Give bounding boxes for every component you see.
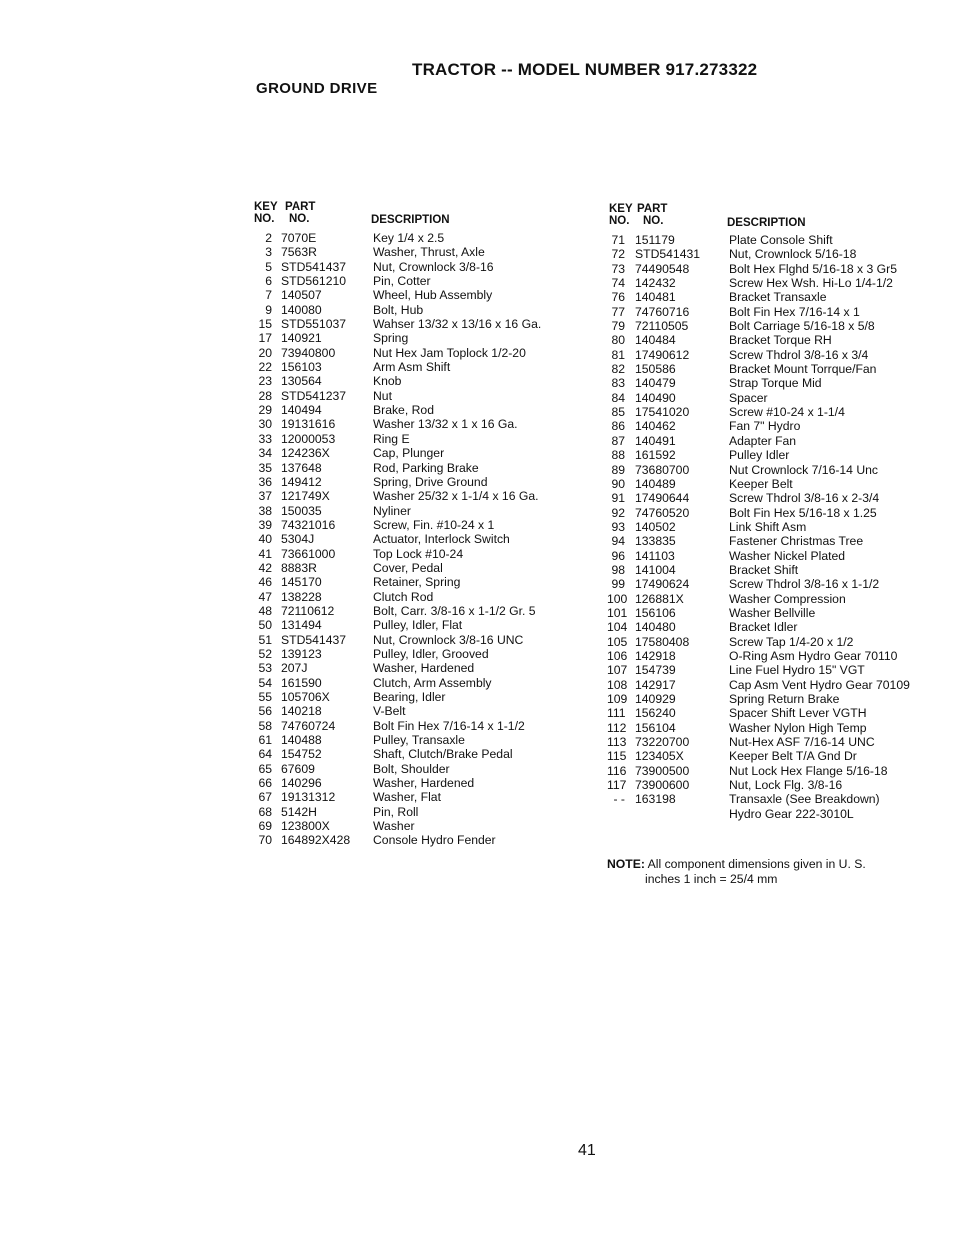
section-heading: GROUND DRIVE [256,80,378,97]
part-number: 74760716 [635,304,690,319]
part-number: 73661000 [281,546,336,561]
part-description: Bracket Idler [729,620,798,635]
part-description: Line Fuel Hydro 15" VGT [729,663,865,678]
key-number: 70 [258,833,272,848]
key-number: 111 [607,706,626,721]
key-number: 113 [607,735,627,750]
key-number: 74 [611,276,625,291]
key-number: 104 [607,620,628,635]
key-number: 48 [258,603,272,618]
part-description: Clutch Rod [373,589,434,604]
key-number: 88 [611,448,625,463]
key-number: 30 [258,417,272,432]
key-number: 86 [611,419,625,434]
description-header: DESCRIPTION [371,214,450,226]
key-number: 105 [607,634,628,649]
key-number: 50 [258,618,272,633]
part-description: Screw, Fin. #10-24 x 1 [373,517,495,532]
part-description: Screw Tap 1/4-20 x 1/2 [729,634,854,649]
part-number: STD541437 [281,632,347,647]
part-number: 19131312 [281,790,336,805]
key-number: 36 [258,474,272,489]
key-number: 101 [607,605,628,620]
part-number: STD541437 [281,259,347,274]
key-number: 69 [258,819,272,834]
key-number: - - [613,792,625,807]
key-number: 68 [258,804,272,819]
key-number: 72 [611,247,625,262]
part-number: 73220700 [635,735,690,750]
part-number: 130564 [281,374,322,389]
part-number: 140080 [281,302,322,317]
part-header: PART [285,201,316,213]
part-number: 149412 [281,474,322,489]
note-label: NOTE: [607,857,645,871]
part-description: Knob [373,374,402,389]
part-description: Cap Asm Vent Hydro Gear 70109 [729,677,910,692]
part-description: Washer Compression [729,591,846,606]
key-number: 7 [265,288,272,303]
key-number: 109 [607,692,628,706]
key-number: 99 [611,577,625,592]
part-number: 161592 [635,448,676,463]
part-number: 123405X [635,749,684,764]
key-number: 42 [258,560,272,575]
part-description: Washer, Hardened [373,776,475,791]
part-description: Ring E [373,431,410,446]
key-number: 79 [611,319,625,334]
key-number: 85 [611,405,625,420]
part-number: 72110505 [635,319,689,334]
part-description: Bolt Fin Hex 5/16-18 x 1.25 [729,505,877,520]
part-number: 156240 [635,706,676,721]
key-number: 91 [611,491,625,506]
key-number: 77 [611,304,625,319]
part-description: Washer, Flat [373,790,441,805]
part-description: Screw Thdrol 3/8-16 x 1-1/2 [729,577,880,592]
part-number: 123800X [281,819,330,834]
part-description: Nut Hex Jam Toplock 1/2-20 [373,345,526,360]
part-number: 156104 [635,720,676,735]
part-description: Fastener Christmas Tree [729,534,864,549]
part-description: Spacer Shift Lever VGTH [729,706,867,721]
key-number: 64 [258,747,272,762]
part-number: 17490624 [635,577,690,592]
part-number: 73680700 [635,462,690,477]
key-no-header: NO. [609,215,630,227]
part-number: 124236X [281,446,330,461]
key-number: 33 [258,431,272,446]
part-number: 67609 [281,761,315,776]
key-number: 28 [258,388,272,403]
part-number: 105706X [281,690,330,704]
part-description: Brake, Rod [373,403,434,418]
part-description: Nut, Crownlock 3/8-16 [373,259,494,274]
part-description: Nut Crownlock 7/16-14 Unc [729,462,879,477]
key-number: 67 [258,790,272,805]
part-number: 73900600 [635,778,690,793]
part-description: Actuator, Interlock Switch [373,532,510,547]
part-description: Bearing, Idler [373,690,446,704]
part-number: 17541020 [635,405,690,420]
key-number: 56 [258,704,272,719]
part-description: Nut, Crownlock 3/8-16 UNC [373,632,524,647]
part-number: STD561210 [281,274,347,289]
part-number: 17490644 [635,491,690,506]
part-description: Screw Hex Wsh. Hi-Lo 1/4-1/2 [729,276,893,291]
part-number: 142918 [635,648,676,663]
part-description: Cover, Pedal [373,560,443,575]
part-description: Bolt Hex Flghd 5/16-18 x 3 Gr5 [729,261,898,276]
key-number: 58 [258,718,272,733]
note-line-1: All component dimensions given in U. S. [647,857,866,871]
part-description: Spring Return Brake [729,692,840,706]
key-number: 112 [607,720,627,735]
page-number: 41 [578,1142,596,1159]
key-number: 47 [258,589,272,604]
part-number: 151179 [635,233,675,247]
continuation-text: Hydro Gear 222-3010L [729,806,854,821]
part-description: O-Ring Asm Hydro Gear 70110 [729,648,898,663]
part-number: 8883R [281,560,317,575]
part-description: Strap Torque Mid [729,376,822,391]
key-number: 83 [611,376,625,391]
part-description: Screw #10-24 x 1-1/4 [729,405,845,420]
part-number: 139123 [281,646,322,661]
key-number: 117 [607,778,627,793]
part-description: Bolt, Shoulder [373,761,450,776]
key-number: 34 [258,446,272,461]
part-description: Bracket Shift [729,562,799,577]
part-number: 17490612 [635,347,690,362]
part-number: 154752 [281,747,322,762]
part-description: Spring [373,331,409,346]
part-number: 141004 [635,562,676,577]
part-description: Rod, Parking Brake [373,460,479,475]
part-number: 126881X [635,591,684,606]
key-number: 81 [611,347,625,362]
part-description: Pulley, Idler, Flat [373,618,463,633]
part-description: Nut, Lock Flg. 3/8-16 [729,778,843,793]
description-header: DESCRIPTION [727,217,806,229]
part-description: Shaft, Clutch/Brake Pedal [373,747,513,762]
part-description: Bracket Mount Torrque/Fan [729,362,877,377]
part-number: 74760724 [281,718,336,733]
part-description: Retainer, Spring [373,575,461,590]
part-description: Washer Bellville [729,605,816,620]
key-number: 23 [258,374,272,389]
key-number: 61 [258,733,272,748]
key-number: 40 [258,532,272,547]
part-number: 156103 [281,360,322,375]
part-number: 140218 [281,704,322,719]
key-number: 15 [258,317,272,332]
key-number: 52 [258,646,272,661]
part-description: Spring, Drive Ground [373,474,488,489]
key-number: 39 [258,517,272,532]
key-number: 35 [258,460,272,475]
part-description: Console Hydro Fender [373,833,496,848]
part-description: Adapter Fan [729,433,797,448]
part-number: 5304J [281,532,315,547]
part-no-header: NO. [643,215,664,227]
part-number: 154739 [635,663,676,678]
key-header: KEY [609,203,633,215]
key-number: 106 [607,648,628,663]
part-number: 140462 [635,419,676,434]
part-number: 137648 [281,460,322,475]
part-description: Pulley, Transaxle [373,733,465,748]
part-number: 140507 [281,288,322,303]
part-number: 140491 [635,433,676,448]
part-description: Clutch, Arm Assembly [373,675,492,690]
key-number: 94 [611,534,625,549]
part-description: Wahser 13/32 x 13/16 x 16 Ga. [373,317,542,332]
part-number: 17580408 [635,634,690,649]
part-description: Bolt Carriage 5/16-18 x 5/8 [729,319,875,334]
part-number: 121749X [281,489,330,504]
key-number: 54 [258,675,272,690]
part-number: 19131616 [281,417,336,432]
part-number: 74760520 [635,505,690,520]
part-number: 5142H [281,804,317,819]
part-number: 138228 [281,589,322,604]
part-description: Transaxle (See Breakdown) [729,792,880,807]
key-number: 84 [611,390,625,405]
part-number: 73940800 [281,345,336,360]
key-number: 5 [265,259,272,274]
part-description: Top Lock #10-24 [373,546,464,561]
part-description: Bolt Fin Hex 7/16-14 x 1-1/2 [373,718,525,733]
part-number: 7070E [281,231,317,245]
key-number: 55 [258,690,272,704]
key-number: 66 [258,776,272,791]
part-number: 150586 [635,362,676,377]
part-description: Arm Asm Shift [373,360,451,375]
key-number: 17 [258,331,272,346]
part-number: 207J [281,661,308,676]
part-number: 140929 [635,692,676,706]
key-number: 22 [258,360,272,375]
part-description: Keeper Belt T/A Gnd Dr [729,749,857,764]
part-description: V-Belt [373,704,406,719]
part-header: PART [637,203,668,215]
key-number: 2 [265,231,272,245]
part-number: 74490548 [635,261,690,276]
part-description: Bolt, Carr. 3/8-16 x 1-1/2 Gr. 5 [373,603,536,618]
part-description: Washer [373,819,415,834]
part-number: 150035 [281,503,322,518]
key-number: 51 [258,632,272,647]
part-number: 140481 [635,290,676,305]
part-description: Nyliner [373,503,411,518]
part-number: 73900500 [635,763,690,778]
part-number: 141103 [635,548,675,563]
key-number: 3 [265,245,272,260]
part-number: 156106 [635,605,676,620]
key-number: 46 [258,575,272,590]
key-number: 73 [611,261,625,276]
part-number: 161590 [281,675,322,690]
part-description: Pulley Idler [729,448,790,463]
key-number: 29 [258,403,272,418]
key-number: 90 [611,476,625,491]
part-number: 140489 [635,476,676,491]
part-number: STD541431 [635,247,701,262]
key-number: 98 [611,562,625,577]
part-number: 140494 [281,403,322,418]
part-number: 12000053 [281,431,336,446]
part-number: 140480 [635,620,676,635]
part-description: Wheel, Hub Assembly [373,288,493,303]
key-number: 82 [611,362,625,377]
key-number: 37 [258,489,272,504]
part-number: 142432 [635,276,676,291]
key-number: 38 [258,503,272,518]
key-number: 65 [258,761,272,776]
part-number: 140490 [635,390,676,405]
part-number: 163198 [635,792,676,807]
page-title: TRACTOR -- MODEL NUMBER 917.273322 [412,60,758,79]
key-header: KEY [254,201,278,213]
part-description: Plate Console Shift [729,233,833,247]
part-number: 140921 [281,331,322,346]
key-number: 9 [265,302,272,317]
part-description: Nut-Hex ASF 7/16-14 UNC [729,735,875,750]
part-description: Washer 13/32 x 1 x 16 Ga. [373,417,518,432]
part-description: Washer 25/32 x 1-1/4 x 16 Ga. [373,489,539,504]
part-description: Pulley, Idler, Grooved [373,646,489,661]
part-number: 164892X428 [281,833,351,848]
part-number: 7563R [281,245,317,260]
part-description: Washer Nickel Plated [729,548,846,563]
part-description: Bracket Transaxle [729,290,827,305]
part-number: 140296 [281,776,322,791]
note-line-2: inches 1 inch = 25/4 mm [645,872,778,886]
key-number: 93 [611,519,625,534]
part-description: Washer, Hardened [373,661,475,676]
part-number: STD541237 [281,388,347,403]
key-number: 89 [611,462,625,477]
key-number: 71 [611,233,625,247]
part-description: Washer Nylon High Temp [729,720,867,735]
part-number: 72110612 [281,603,335,618]
part-description: Bolt Fin Hex 7/16-14 x 1 [729,304,860,319]
key-number: 116 [607,763,627,778]
part-description: Fan 7" Hydro [729,419,801,434]
note [607,857,866,887]
part-description: Nut, Crownlock 5/16-18 [729,247,857,262]
part-number: STD551037 [281,317,347,332]
key-number: 76 [611,290,625,305]
part-description: Key 1/4 x 2.5 [373,231,445,245]
part-description: Link Shift Asm [729,519,807,534]
part-description: Bolt, Hub [373,302,424,317]
key-number: 80 [611,333,625,348]
part-number: 74321016 [281,517,336,532]
key-number: 92 [611,505,625,520]
key-number: 87 [611,433,625,448]
part-description: Spacer [729,390,768,405]
part-number: 142917 [635,677,676,692]
part-number: 133835 [635,534,676,549]
part-number: 131494 [281,618,322,633]
key-number: 96 [611,548,625,563]
key-number: 41 [258,546,272,561]
part-description: Nut Lock Hex Flange 5/16-18 [729,763,888,778]
key-number: 108 [607,677,628,692]
part-description: Bracket Torque RH [729,333,832,348]
part-description: Pin, Roll [373,804,419,819]
part-no-header: NO. [289,213,310,225]
key-number: 100 [607,591,628,606]
key-number: 107 [607,663,628,678]
part-number: 140484 [635,333,676,348]
part-description: Nut [373,388,392,403]
part-number: 145170 [281,575,322,590]
part-description: Pin, Cotter [373,274,431,289]
part-number: 140502 [635,519,676,534]
key-number: 115 [607,749,627,764]
part-number: 140488 [281,733,322,748]
part-number: 140479 [635,376,676,391]
key-no-header: NO. [254,213,275,225]
key-number: 20 [258,345,272,360]
key-number: 53 [258,661,272,676]
part-description: Keeper Belt [729,476,793,491]
part-description: Screw Thdrol 3/8-16 x 3/4 [729,347,869,362]
part-description: Washer, Thrust, Axle [373,245,485,260]
part-description: Cap, Plunger [373,446,445,461]
key-number: 6 [265,274,272,289]
part-description: Screw Thdrol 3/8-16 x 2-3/4 [729,491,880,506]
